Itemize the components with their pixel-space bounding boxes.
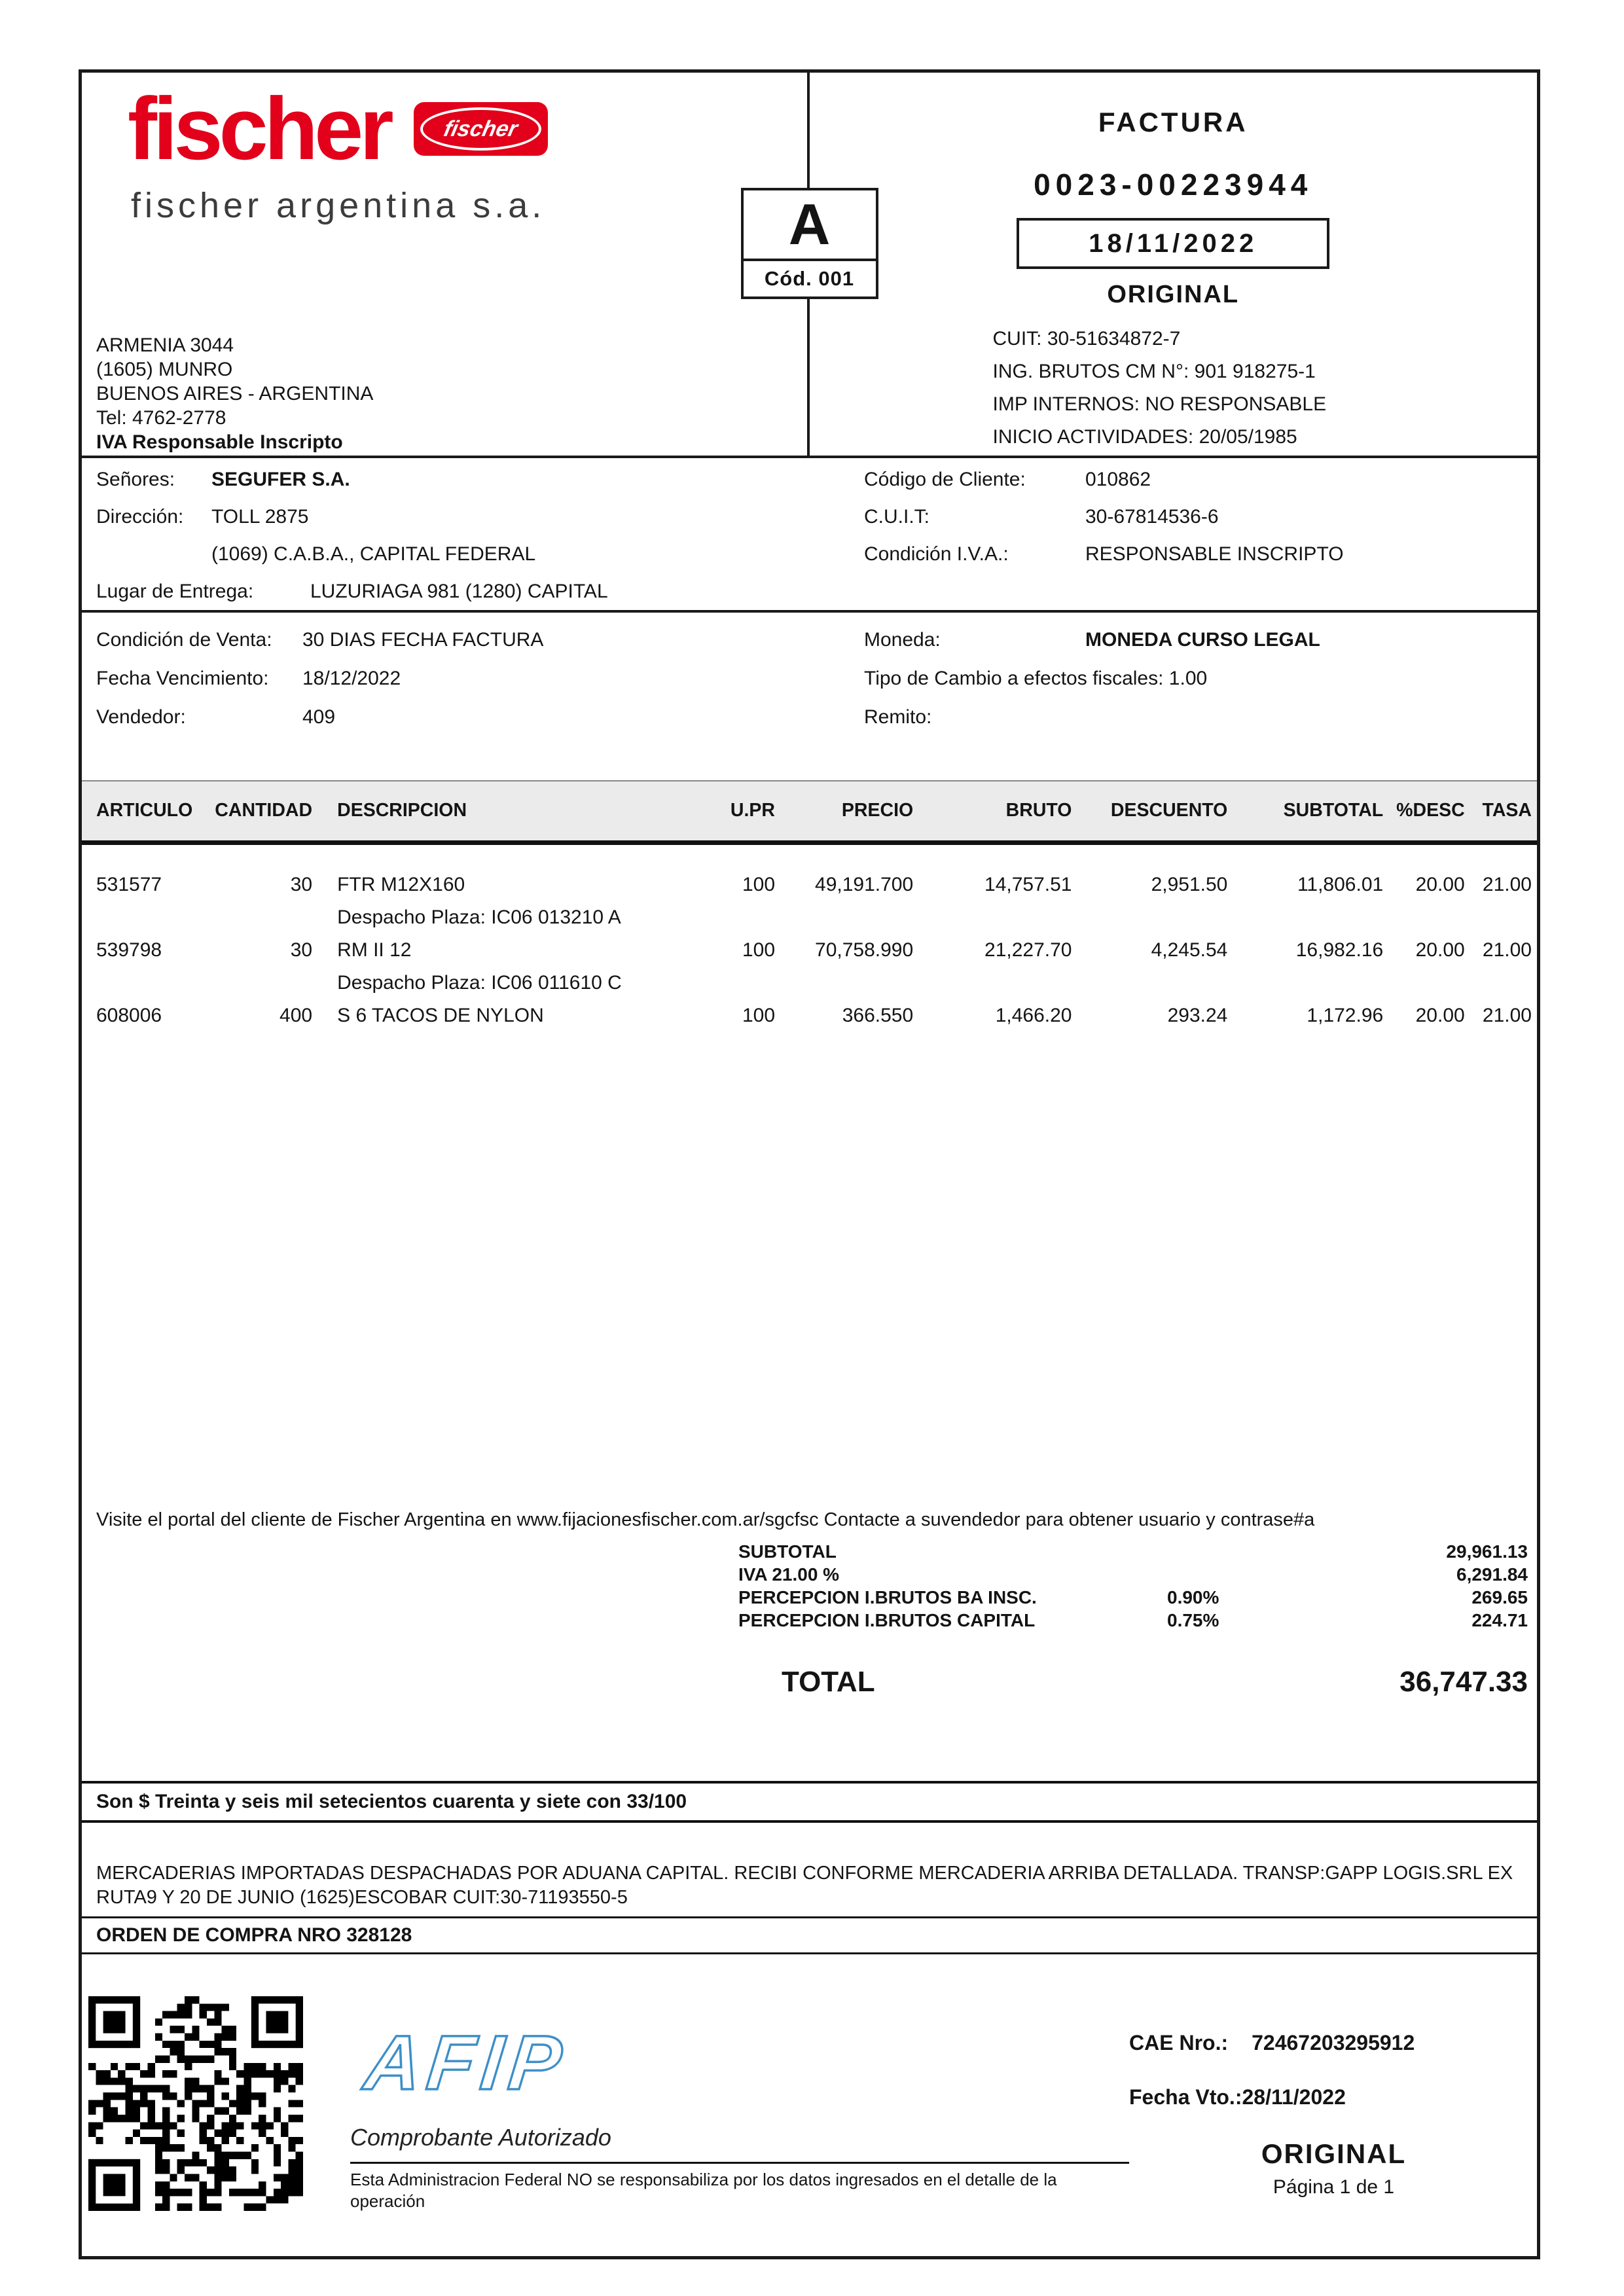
- company-address: [96, 333, 373, 454]
- col-header-cantidad: CANTIDAD: [192, 781, 317, 842]
- col-header-pdesc: %DESC: [1388, 781, 1470, 842]
- item-row: 531577 30 FTR M12X160 Despacho Plaza: IC06 013210 A 100 49,191.700 14,757.51 2,951.50 11,806.01 20.00 21.00: [82, 842, 1537, 934]
- client-code: 010862: [1085, 469, 1151, 490]
- cae-block: [1129, 2031, 1538, 2198]
- cae-number: 72467203295912: [1252, 2031, 1415, 2054]
- afip-block: [350, 2020, 1136, 2212]
- conditions-right: [864, 620, 1320, 736]
- item-row: 608006 400 S 6 TACOS DE NYLON 100 366.550 1,466.20 293.24 1,172.96 20.00 21.00: [82, 999, 1537, 1032]
- totals-block: [738, 1540, 1528, 1698]
- currency-row: Moneda: MONEDA CURSO LEGAL: [864, 629, 1320, 651]
- cae-due-date-row: Fecha Vto.:28/11/2022: [1129, 2085, 1346, 2109]
- qr-code-svg: [88, 1996, 303, 2211]
- col-header-descuento: DESCUENTO: [1077, 781, 1233, 842]
- client-cuit-row: C.U.I.T: 30-67814536-6: [864, 506, 1219, 528]
- total-value: 36,747.33: [1399, 1666, 1528, 1698]
- remito-row: Remito:: [864, 706, 932, 728]
- client-code-row: Código de Cliente: 010862: [864, 469, 1151, 490]
- total-label: TOTAL: [782, 1666, 875, 1698]
- imp-internos-row: IMP INTERNOS: NO RESPONSABLE: [992, 393, 1327, 415]
- customer-section: [82, 461, 1537, 613]
- item-description: S 6 TACOS DE NYLON: [337, 1004, 544, 1026]
- exchange-rate-row: Tipo de Cambio a efectos fiscales: 1.00: [864, 668, 1208, 689]
- salesman: 409: [302, 706, 336, 728]
- subtotal-row: SUBTOTAL 29,961.13: [738, 1541, 1528, 1562]
- svg-text:AFIP: AFIP: [361, 2020, 572, 2106]
- copy-type-footer: ORIGINAL: [1261, 2138, 1407, 2169]
- client-iva-row: Condición I.V.A.: RESPONSABLE INSCRIPTO: [864, 543, 1344, 565]
- exchange-rate: 1.00: [1168, 668, 1208, 689]
- delivery-address: LUZURIAGA 981 (1280) CAPITAL: [310, 581, 608, 602]
- fischer-badge-label: fischer: [441, 116, 520, 141]
- invoice-letter-code: Cód. 001: [764, 267, 855, 290]
- customer-name-row: Señores: SEGUFER S.A.: [96, 469, 350, 490]
- doc-type: FACTURA: [1098, 107, 1248, 137]
- customs-note: MERCADERIAS IMPORTADAS DESPACHADAS POR ADUANA CAPITAL. RECIBI CONFORME MERCADERIA ARRIBA DETALLADA. TRANSP:GAPP LOGIS.SRL EX RUTA9 Y 20 DE JUNIO (1625)ESCOBAR CUIT:30-71193550-5: [82, 1856, 1537, 1918]
- due-date-row: Fecha Vencimiento: 18/12/2022: [96, 668, 401, 689]
- invoice-date-box: [1017, 218, 1329, 269]
- items-table: [82, 780, 1537, 1032]
- invoice-letter: A: [744, 190, 876, 261]
- invoice-letter-box: [741, 188, 878, 299]
- conditions-section: [82, 613, 1537, 780]
- page-number: Página 1 de 1: [1272, 2176, 1395, 2198]
- address-line: BUENOS AIRES - ARGENTINA: [96, 383, 374, 404]
- cae-number-row: CAE Nro.: 72467203295912: [1129, 2031, 1415, 2054]
- col-header-bruto: BRUTO: [918, 781, 1077, 842]
- iva-status: IVA Responsable Inscripto: [96, 431, 343, 453]
- ing-brutos-row: ING. BRUTOS CM N°: 901 918275-1: [992, 361, 1316, 382]
- cae-due-date: 28/11/2022: [1242, 2085, 1346, 2109]
- fischer-wordmark: fischer: [128, 79, 390, 178]
- col-header-tasa: TASA: [1470, 781, 1537, 842]
- comprobante-autorizado: Comprobante Autorizado: [350, 2124, 611, 2151]
- invoice-number: 0023-00223944: [1034, 168, 1313, 202]
- customer-right: [864, 461, 1344, 573]
- iva-row: IVA 21.00 % 6,291.84: [738, 1564, 1528, 1585]
- invoice-header: [82, 73, 1537, 458]
- item-description: FTR M12X160: [337, 873, 465, 895]
- customer-address2-row: [96, 535, 608, 573]
- notes-section: [82, 1856, 1537, 1954]
- percepcion-capital-row: PERCEPCION I.BRUTOS CAPITAL 0.75% 224.71: [738, 1610, 1528, 1630]
- copy-type: ORIGINAL: [1107, 281, 1240, 308]
- fischer-logo: [128, 79, 548, 178]
- percepcion-ba-row: PERCEPCION I.BRUTOS BA INSC. 0.90% 269.65: [738, 1587, 1528, 1607]
- currency: MONEDA CURSO LEGAL: [1085, 629, 1320, 651]
- customer-left: [96, 461, 608, 610]
- afip-logo: [350, 2020, 632, 2106]
- customer-address2: (1069) C.A.B.A., CAPITAL FEDERAL: [211, 543, 536, 565]
- sale-condition-row: Condición de Venta: 30 DIAS FECHA FACTURA: [96, 629, 544, 651]
- item-despacho: Despacho Plaza: IC06 013210 A: [337, 906, 621, 928]
- seller-panel: [82, 73, 810, 456]
- col-header-upr: U.PR: [702, 781, 780, 842]
- total-row: [738, 1666, 1528, 1698]
- invoice-page: [79, 69, 1540, 2259]
- item-row: 539798 30 RM II 12 Despacho Plaza: IC06 011610 C 100 70,758.990 21,227.70 4,245.54 16,982.16 20.00 21.00: [82, 934, 1537, 999]
- amount-in-words: Son $ Treinta y seis mil setecientos cuarenta y siete con 33/100: [82, 1781, 1537, 1823]
- col-header-articulo: ARTICULO: [82, 781, 192, 842]
- invoice-id-panel: [810, 73, 1538, 456]
- address-line: (1605) MUNRO: [96, 359, 233, 380]
- purchase-order: ORDEN DE COMPRA NRO 328128: [82, 1918, 1537, 1954]
- afip-disclaimer: Esta Administracion Federal NO se responsabiliza por los datos ingresados en el detalle de la operación: [350, 2162, 1129, 2212]
- sale-condition: 30 DIAS FECHA FACTURA: [302, 629, 544, 651]
- address-line: Tel: 4762-2778: [96, 407, 226, 429]
- client-cuit: 30-67814536-6: [1085, 506, 1219, 528]
- customer-name: SEGUFER S.A.: [211, 469, 350, 490]
- portal-note: Visite el portal del cliente de Fischer Argentina en www.fijacionesfischer.com.ar/sgcfsc Contacte a suvendedor para obtener usuario y contrase#a: [96, 1509, 1315, 1530]
- invoice-date: 18/11/2022: [1089, 228, 1258, 258]
- address-line: ARMENIA 3044: [96, 334, 234, 356]
- items-section: [82, 780, 1537, 1032]
- cuit-row: CUIT: 30-51634872-7: [992, 328, 1181, 350]
- delivery-row: Lugar de Entrega: LUZURIAGA 981 (1280) CAPITAL: [96, 581, 608, 602]
- col-header-precio: PRECIO: [780, 781, 918, 842]
- item-description: RM II 12: [337, 939, 412, 961]
- col-header-descripcion: DESCRIPCION: [317, 781, 702, 842]
- col-header-subtotal: SUBTOTAL: [1233, 781, 1388, 842]
- company-name: fischer argentina s.a.: [131, 186, 546, 225]
- inicio-actividades-row: INICIO ACTIVIDADES: 20/05/1985: [992, 426, 1297, 448]
- item-despacho: Despacho Plaza: IC06 011610 C: [337, 971, 622, 994]
- items-header-row: [82, 781, 1537, 842]
- customer-address-row: Dirección: TOLL 2875: [96, 506, 309, 528]
- fischer-badge-icon: [414, 102, 548, 156]
- conditions-left: [96, 620, 543, 736]
- salesman-row: Vendedor: 409: [96, 706, 336, 728]
- customer-address: TOLL 2875: [211, 506, 309, 528]
- due-date: 18/12/2022: [302, 668, 401, 689]
- qr-code: [88, 1996, 303, 2211]
- fiscal-info: [993, 323, 1327, 454]
- client-iva: RESPONSABLE INSCRIPTO: [1085, 543, 1344, 565]
